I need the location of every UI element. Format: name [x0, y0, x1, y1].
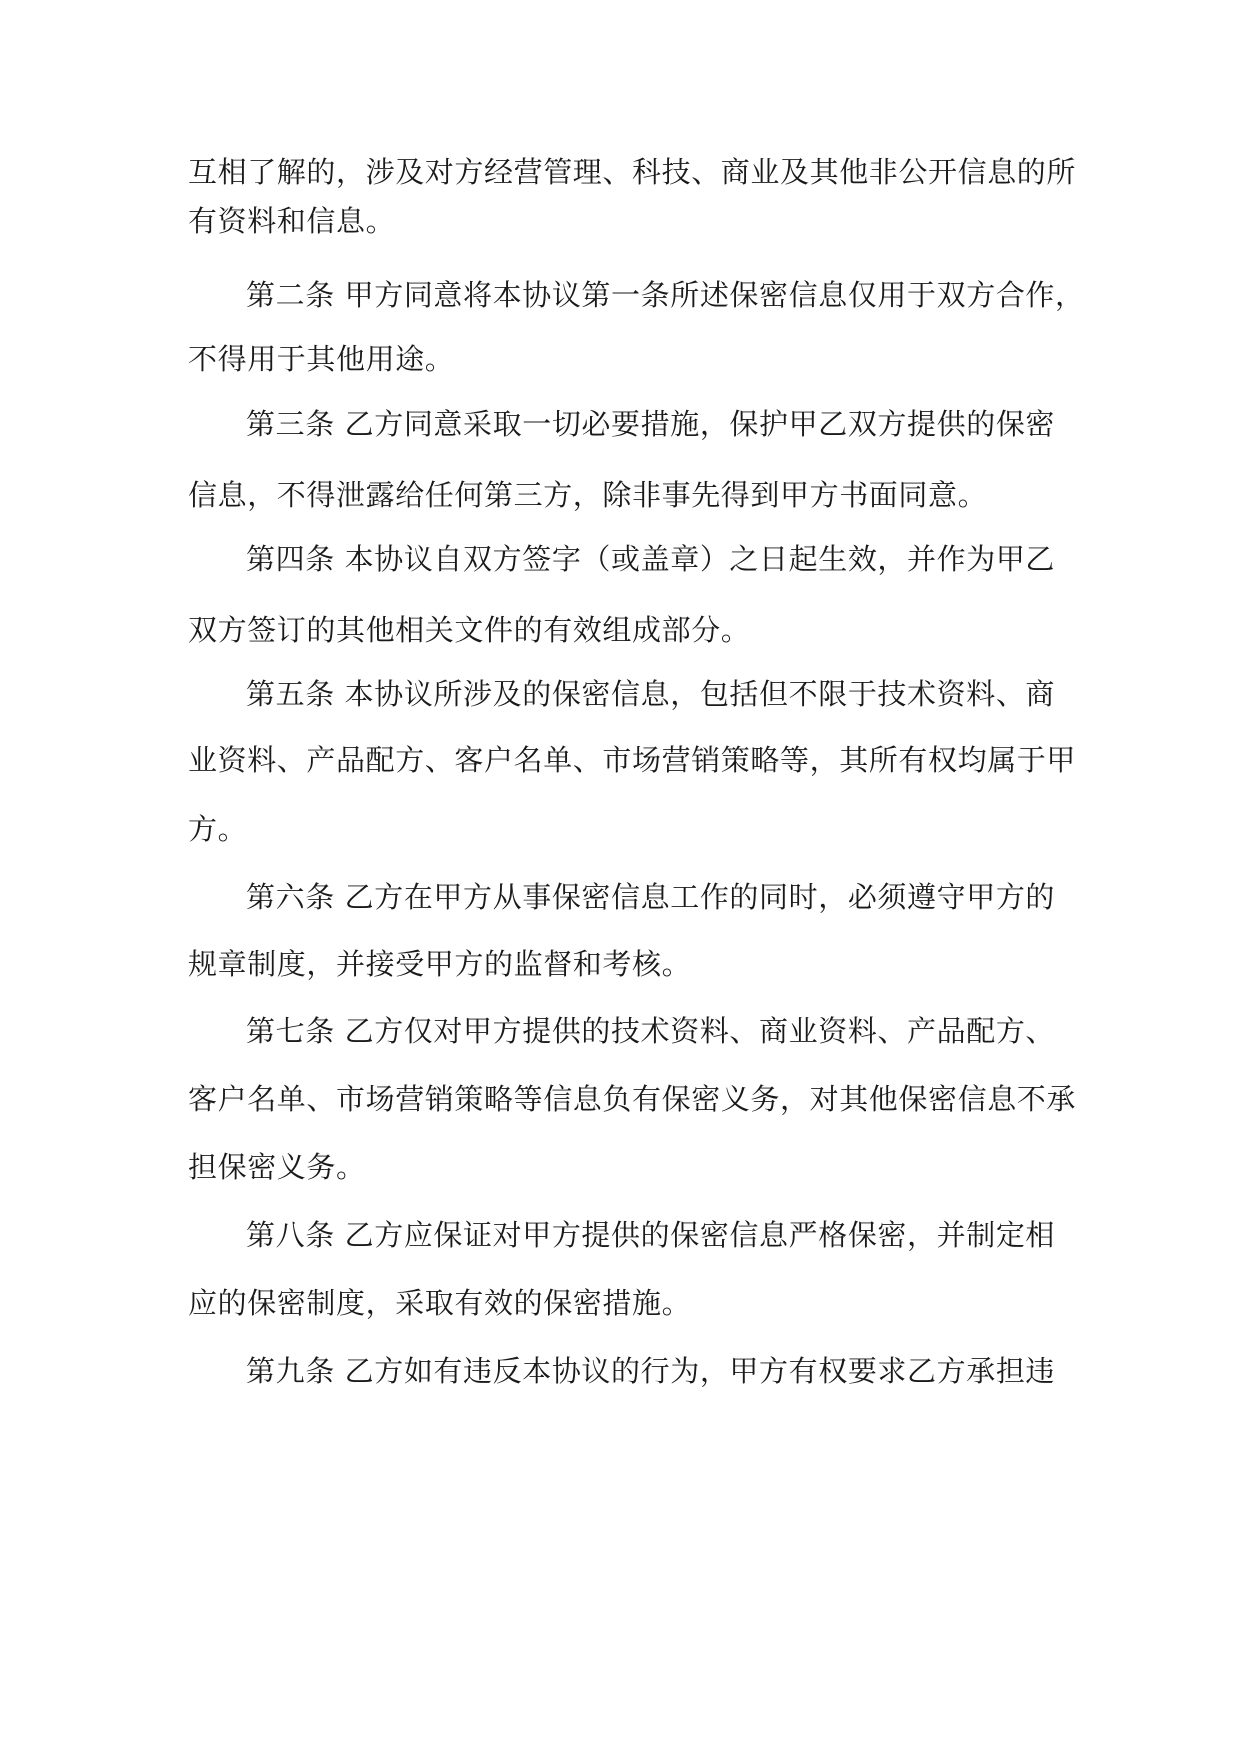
- text-line: 规章制度，并接受甲方的监督和考核。: [188, 947, 692, 981]
- article-7-line: 第七条 乙方仅对甲方提供的技术资料、商业资料、产品配方、: [246, 1014, 1056, 1048]
- article-9-line: 第九条 乙方如有违反本协议的行为，甲方有权要求乙方承担违: [246, 1354, 1056, 1388]
- text-line: 不得用于其他用途。: [188, 342, 455, 376]
- article-3-line: 第三条 乙方同意采取一切必要措施，保护甲乙双方提供的保密: [246, 407, 1056, 441]
- text-line: 担保密义务。: [188, 1150, 366, 1184]
- text-line: 应的保密制度，采取有效的保密措施。: [188, 1286, 692, 1320]
- text-line: 有资料和信息。: [188, 204, 396, 238]
- article-8-line: 第八条 乙方应保证对甲方提供的保密信息严格保密，并制定相: [246, 1218, 1056, 1252]
- text-line: 双方签订的其他相关文件的有效组成部分。: [188, 613, 751, 647]
- text-line: 信息，不得泄露给任何第三方，除非事先得到甲方书面同意。: [188, 478, 988, 512]
- text-line: 方。: [188, 812, 248, 846]
- text-line: 客户名单、市场营销策略等信息负有保密义务，对其他保密信息不承: [188, 1082, 1077, 1116]
- article-6-line: 第六条 乙方在甲方从事保密信息工作的同时，必须遵守甲方的: [246, 880, 1056, 914]
- text-line: 互相了解的，涉及对方经营管理、科技、商业及其他非公开信息的所: [188, 155, 1077, 189]
- article-5-line: 第五条 本协议所涉及的保密信息，包括但不限于技术资料、商: [246, 677, 1056, 711]
- article-4-line: 第四条 本协议自双方签字（或盖章）之日起生效，并作为甲乙: [246, 542, 1056, 576]
- text-line: 业资料、产品配方、客户名单、市场营销策略等，其所有权均属于甲: [188, 743, 1077, 777]
- article-2-line: 第二条 甲方同意将本协议第一条所述保密信息仅用于双方合作，: [246, 278, 1085, 312]
